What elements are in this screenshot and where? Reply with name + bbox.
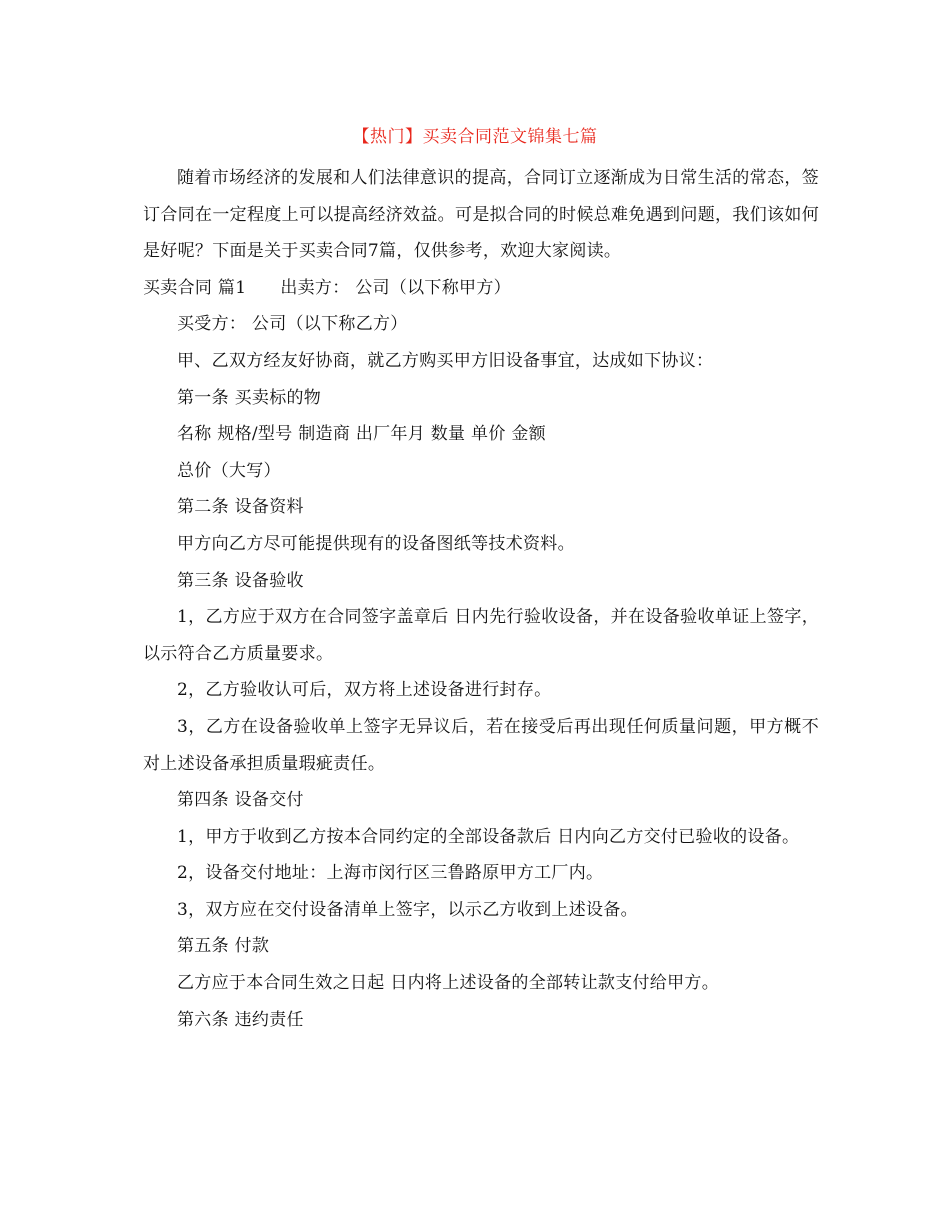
- paragraph: 乙方应于本合同生效之日起 日内将上述设备的全部转让款支付给甲方。: [177, 973, 720, 994]
- paragraph: 2，乙方验收认可后，双方将上述设备进行封存。: [177, 680, 552, 701]
- intro-paragraph: 随着市场经济的发展和人们法律意识的提高，合同订立逐渐成为日常生活的常态，签订合同在一定程度上可以提高经济效益。可是拟合同的时候总难免遇到问题，我们该如何是好呢？下面是关于买卖合同7篇，仅供参考，欢迎大家阅读。: [143, 168, 819, 262]
- article-heading: 第六条 违约责任: [177, 1009, 304, 1030]
- paragraph: 2，设备交付地址：上海市闵行区三鲁路原甲方工厂内。: [177, 863, 604, 884]
- paragraph: 1，甲方于收到乙方按本合同约定的全部设备款后 日内向乙方交付已验收的设备。: [177, 826, 800, 847]
- paragraph: 买受方： 公司（以下称乙方）: [177, 314, 408, 335]
- article-heading: 第四条 设备交付: [177, 790, 304, 811]
- document-body: [143, 160, 819, 1038]
- document-title: 【热门】买卖合同范文锦集七篇: [352, 127, 598, 147]
- article-heading: 第一条 买卖标的物: [177, 387, 322, 408]
- seller-line: 出卖方： 公司（以下称甲方）: [280, 277, 511, 298]
- paragraph: 3，乙方在设备验收单上签字无异议后，若在接受后再出现任何质量问题，甲方概不对上述设备承担质量瑕疵责任。: [143, 716, 819, 774]
- paragraph: 甲方向乙方尽可能提供现有的设备图纸等技术资料。: [177, 533, 575, 554]
- section-heading: 买卖合同 篇1: [143, 277, 247, 298]
- paragraph: 3，双方应在交付设备清单上签字，以示乙方收到上述设备。: [177, 899, 638, 920]
- paragraph: 甲、乙双方经友好协商，就乙方购买甲方旧设备事宜，达成如下协议：: [177, 350, 714, 371]
- paragraph: 名称 规格/型号 制造商 出厂年月 数量 单价 金额: [177, 424, 546, 445]
- paragraph: 总价（大写）: [177, 460, 281, 481]
- section-heading-line: [143, 270, 819, 307]
- article-heading: 第五条 付款: [177, 936, 270, 957]
- paragraph: 1，乙方应于双方在合同签字盖章后 日内先行验收设备，并在设备验收单证上签字，以示符合乙方质量要求。: [143, 607, 819, 664]
- article-heading: 第三条 设备验收: [177, 570, 304, 591]
- article-heading: 第二条 设备资料: [177, 497, 304, 518]
